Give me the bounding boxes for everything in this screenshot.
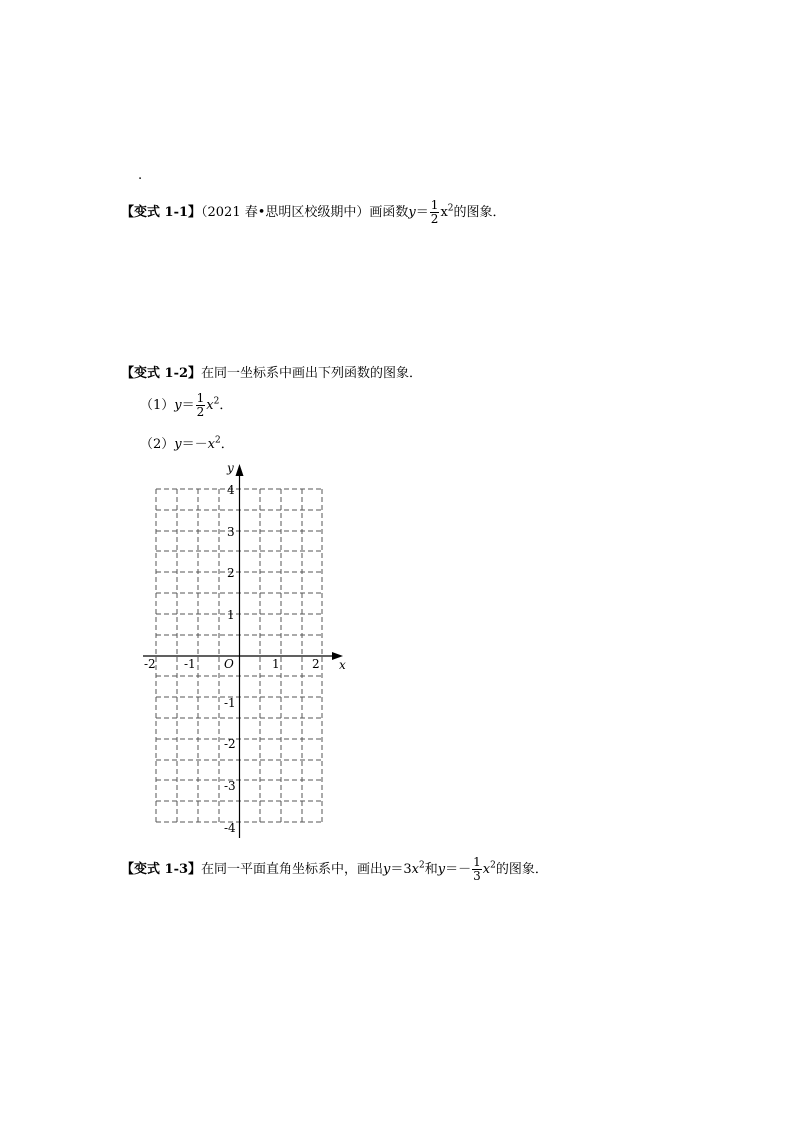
item-end: ． — [220, 437, 234, 452]
equation-base: x — [440, 205, 448, 220]
x-axis-label: x — [339, 658, 346, 672]
x-tick-label: 2 — [312, 657, 320, 671]
equation-base: x — [482, 862, 491, 877]
y-axis-label: y — [227, 461, 234, 475]
equation-sign: ＝ — [181, 398, 195, 413]
equation-exponent: 2 — [490, 860, 496, 871]
problem-1-2-tag: 【变式 1-2】 — [121, 366, 202, 381]
y-axis-arrow-icon — [236, 464, 244, 476]
x-tick-label: 1 — [272, 657, 280, 671]
item-end: ． — [219, 398, 233, 413]
y-tick-label: -1 — [224, 696, 236, 710]
equation-exponent: 2 — [213, 396, 220, 407]
problem-1-1-source: （2021 春•思明区校级期中） — [201, 205, 370, 220]
item-label: （1） — [140, 398, 175, 413]
conjunction: 和 — [424, 862, 438, 877]
equation-var: y — [174, 437, 182, 452]
problem-1-1-tag: 【变式 1-1】 — [121, 205, 202, 220]
origin-label: O — [224, 657, 234, 671]
y-tick-label: -4 — [224, 821, 236, 835]
equation-var: y — [174, 398, 182, 413]
problem-1-3-tag: 【变式 1-3】 — [121, 862, 202, 877]
equation-base: x — [206, 398, 214, 413]
equation-exponent: 2 — [215, 435, 221, 446]
problem-1-2-text: 在同一坐标系中画出下列函数的图象． — [201, 366, 423, 381]
stray-dot: . — [138, 168, 143, 183]
problem-1-3-end: 的图象． — [495, 862, 548, 877]
fraction-numerator: 1 — [430, 198, 439, 212]
problem-1-3 — [121, 856, 548, 883]
y-tick-label: 4 — [227, 483, 235, 497]
equation-sign: ＝－ — [445, 862, 472, 877]
item-label: （2） — [140, 437, 175, 452]
equation-var: y — [383, 862, 391, 877]
y-tick-label: 3 — [227, 525, 235, 539]
equation-var: y — [437, 862, 446, 877]
equation-rhs: ＝3 — [390, 862, 412, 877]
x-tick-label: -1 — [184, 657, 196, 671]
equation-var: y — [408, 205, 416, 220]
fraction-denominator: 2 — [430, 212, 439, 226]
equation-base: x — [411, 862, 420, 877]
y-tick-label: -3 — [224, 779, 236, 793]
equation-exponent: 2 — [419, 860, 425, 871]
equation-base: x — [207, 437, 215, 452]
fraction — [472, 856, 482, 883]
y-tick-label: 1 — [227, 608, 235, 622]
fraction-denominator: 3 — [473, 869, 481, 883]
problem-1-1-text: 画函数 — [369, 205, 409, 220]
fraction-numerator: 1 — [196, 391, 205, 405]
y-tick-label: 2 — [227, 566, 235, 580]
equation-exponent: 2 — [447, 203, 454, 214]
equation-sign: ＝ — [415, 205, 429, 220]
problem-1-1-end: 的图象． — [453, 205, 506, 220]
y-tick-label: -2 — [224, 737, 236, 751]
problem-1-3-text: 在同一平面直角坐标系中，画出 — [201, 862, 384, 877]
fraction-numerator: 1 — [473, 855, 481, 869]
fraction-denominator: 2 — [196, 405, 205, 419]
x-tick-label: -2 — [144, 657, 156, 671]
equation-sign: ＝－ — [181, 437, 208, 452]
